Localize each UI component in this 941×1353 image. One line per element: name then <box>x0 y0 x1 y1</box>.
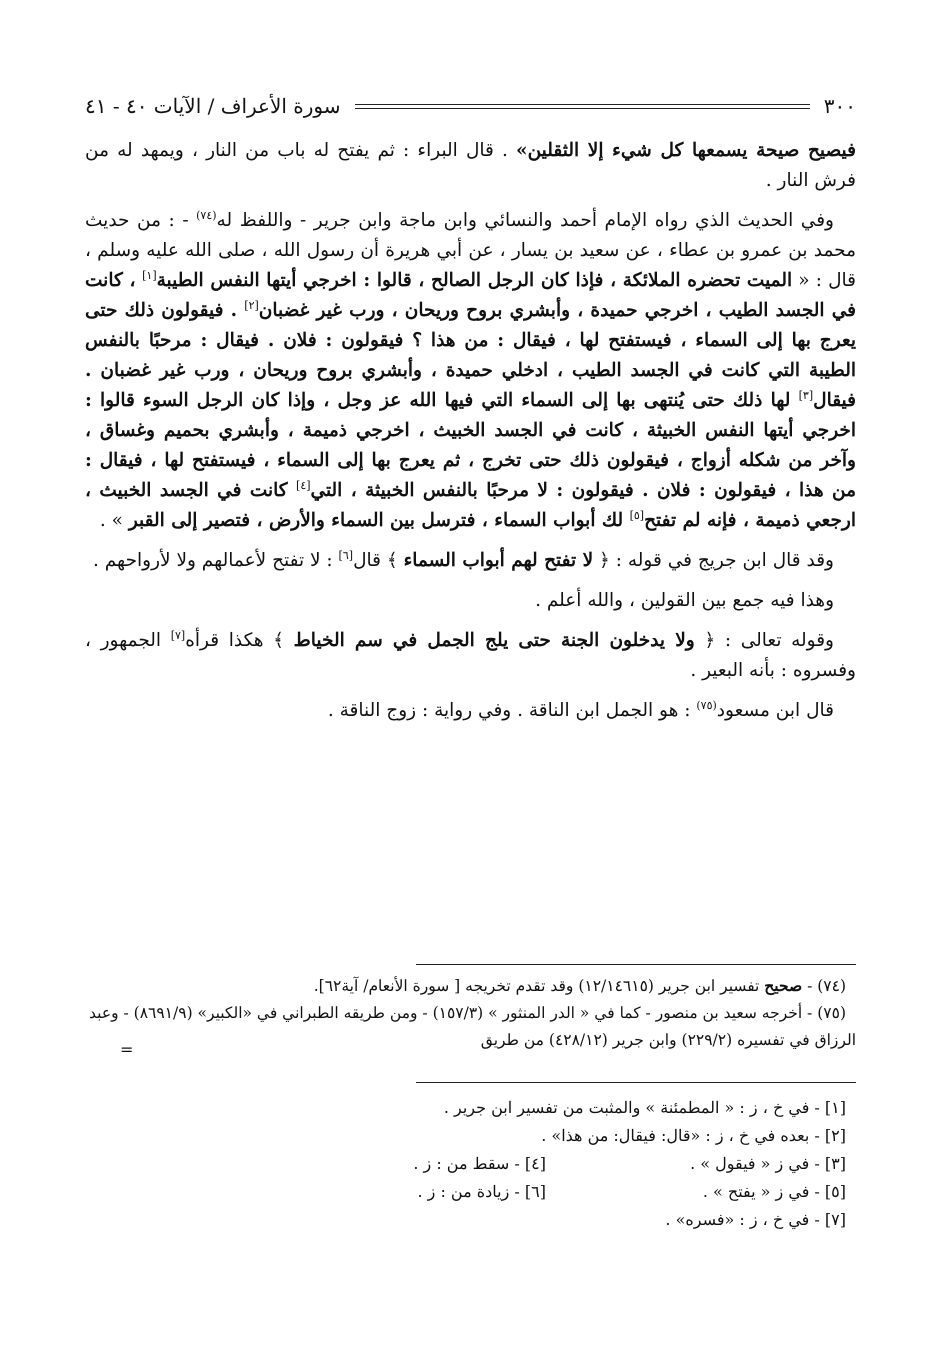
quran-verse: لا تفتح لهم أبواب السماء <box>403 550 594 571</box>
note-5: [٥] - في ز « يفتح » . <box>702 1182 846 1201</box>
footnote-number: (٧٤) - <box>802 977 846 995</box>
note-7: [٧] - في خ ، ز : «فسره» . <box>665 1210 846 1229</box>
paragraph-text: - : من حديث محمد بن عمرو بن عطاء ، عن سعيد بن يسار ، عن أبي هريرة أن رسول الله ، صلى الله عليه وسلم ، قال : « <box>85 210 856 291</box>
paragraph-3 <box>85 546 856 576</box>
notes-divider <box>416 1082 856 1083</box>
hadith-text: . فيقولون ذلك حتى يعرج بها إلى السماء ، فيستفتح لها ، فيقال : من هذا ؟ فيقولون : فلان . فيقال : مرحبًا بالنفس الطيبة التي كانت في الجسد الطيب ، ادخلي حميدة ، وأبشري بروح وريحان ، ورب غير غضبان . فيقال <box>85 300 856 411</box>
paragraph-text: : لا تفتح لأعمالهم ولا لأرواحهم . <box>92 550 339 571</box>
running-header <box>85 88 856 124</box>
note-3: [٣] - في ز « فيقول » . <box>690 1154 846 1173</box>
paragraph-text: قال ابن مسعود <box>716 700 834 721</box>
paragraph-text: الجمهور ، وفسروه : بأنه البعير . <box>85 630 856 681</box>
note-6: [٦] - زيادة من : ز . <box>417 1182 546 1201</box>
footnote-ref-74[interactable]: (٧٤) <box>196 208 217 222</box>
note-4: [٤] - سقط من : ز . <box>413 1154 546 1173</box>
note-ref-7[interactable]: [٧] <box>170 628 186 642</box>
hadith-text: لها ذلك حتى يُنتهى بها إلى السماء التي فيها الله عز وجل ، وإذا كان الرجل السوء قالوا : اخرجي أيتها النفس الخبيثة ، كانت في الجسد الخبيث ، اخرجي ذميمة ، وأبشري بحميم وغساق ، وآخر من شكله أزواج ، فيقولون ذلك حتى تخرج ، ثم يعرج بها إلى السماء ، فيستفتح لها ، فيقال : من هذا ، فيقولون : فلان . فيقولون : لا مرحبًا بالنفس الخبيثة ، التي <box>85 390 856 501</box>
paragraph-text: وفي الحديث الذي رواه الإمام أحمد والنسائي وابن ماجة وابن جرير - واللفظ له <box>216 210 834 231</box>
grading-label: صحيح <box>764 976 803 995</box>
note-ref-2[interactable]: [٢] <box>244 298 259 312</box>
paragraph-5 <box>85 626 856 686</box>
paragraph-text: ﴾ هكذا قرأه <box>185 630 294 651</box>
paragraph-text: وقد قال ابن جريج في قوله : ﴿ <box>593 550 834 571</box>
note-ref-1[interactable]: [١] <box>142 268 157 282</box>
note-ref-3[interactable]: [٣] <box>798 388 814 402</box>
main-text <box>85 136 856 736</box>
page-number: ٣٠٠ <box>823 94 856 118</box>
hadith-text: كانت في الجسد الخبيث ، ارجعي ذميمة ، فإنه لم تفتح <box>85 480 856 531</box>
paragraph-text: وقوله تعالى : ﴿ <box>694 630 834 651</box>
note-ref-5[interactable]: [٥] <box>629 508 645 522</box>
running-title: سورة الأعراف / الآيات ٤٠ - ٤١ <box>85 94 341 118</box>
footnotes <box>85 972 856 1054</box>
paragraph-1 <box>85 136 856 196</box>
footnote-text: تفسير ابن جرير (١٢/١٤٦١٥) وقد تقدم تخريجه [ سورة الأنعام/ آية٦٢]. <box>313 977 765 995</box>
hadith-text: الميت تحضره الملائكة ، فإذا كان الرجل الصالح ، قالوا : اخرجي أيتها النفس الطيبة <box>156 270 793 291</box>
footnote-74 <box>85 972 856 1000</box>
quran-verse: ولا يدخلون الجنة حتى يلج الجمل في سم الخياط <box>293 630 695 651</box>
note-ref-4[interactable]: [٤] <box>296 478 311 492</box>
paragraph-text: : هو الجمل ابن الناقة . وفي رواية : زوج الناقة . <box>327 700 697 721</box>
note-2: [٢] - بعده في خ ، ز : «قال: فيقال: من هذا» . <box>541 1126 846 1145</box>
variant-notes <box>85 1094 846 1234</box>
paragraph-2 <box>85 206 856 536</box>
hadith-text: فيصيح صيحة يسمعها كل شيء إلا الثقلين» <box>516 140 856 161</box>
paragraph-4: وهذا فيه جمع بين القولين ، والله أعلم . <box>535 590 834 611</box>
paragraph-text: . قال البراء : ثم يفتح له باب من النار ، ويمهد له من فرش النار . <box>85 140 856 191</box>
footnote-divider <box>416 964 856 965</box>
footnote-ref-75[interactable]: (٧٥) <box>696 698 717 712</box>
note-ref-6[interactable]: [٦] <box>338 548 354 562</box>
continuation-mark: = <box>120 1040 134 1059</box>
paragraph-6 <box>85 696 856 726</box>
paragraph-text: » . <box>99 510 129 531</box>
note-1: [١] - في خ ، ز : « المطمئنة » والمثبت من تفسير ابن جرير . <box>443 1098 846 1117</box>
hadith-text: ، كانت في الجسد الطيب ، اخرجي حميدة ، وأبشري بروح وريحان ، ورب غير غضبان <box>85 270 856 321</box>
header-rule <box>355 104 810 109</box>
paragraph-text: ﴾ قال <box>353 550 404 571</box>
footnote-75: (٧٥) - أخرجه سعيد بن منصور - كما في « الدر المنثور » (١٥٧/٣) - ومن طريقه الطبراني في «الكبير» (٨٦٩١/٩) - وعبد الرزاق في تفسيره (٢٢٩/٢) وابن جرير (٤٢٨/١٢) من طريق <box>89 1004 856 1049</box>
hadith-text: لك أبواب السماء ، فترسل بين السماء والأرض ، فتصير إلى القبر <box>128 510 630 531</box>
